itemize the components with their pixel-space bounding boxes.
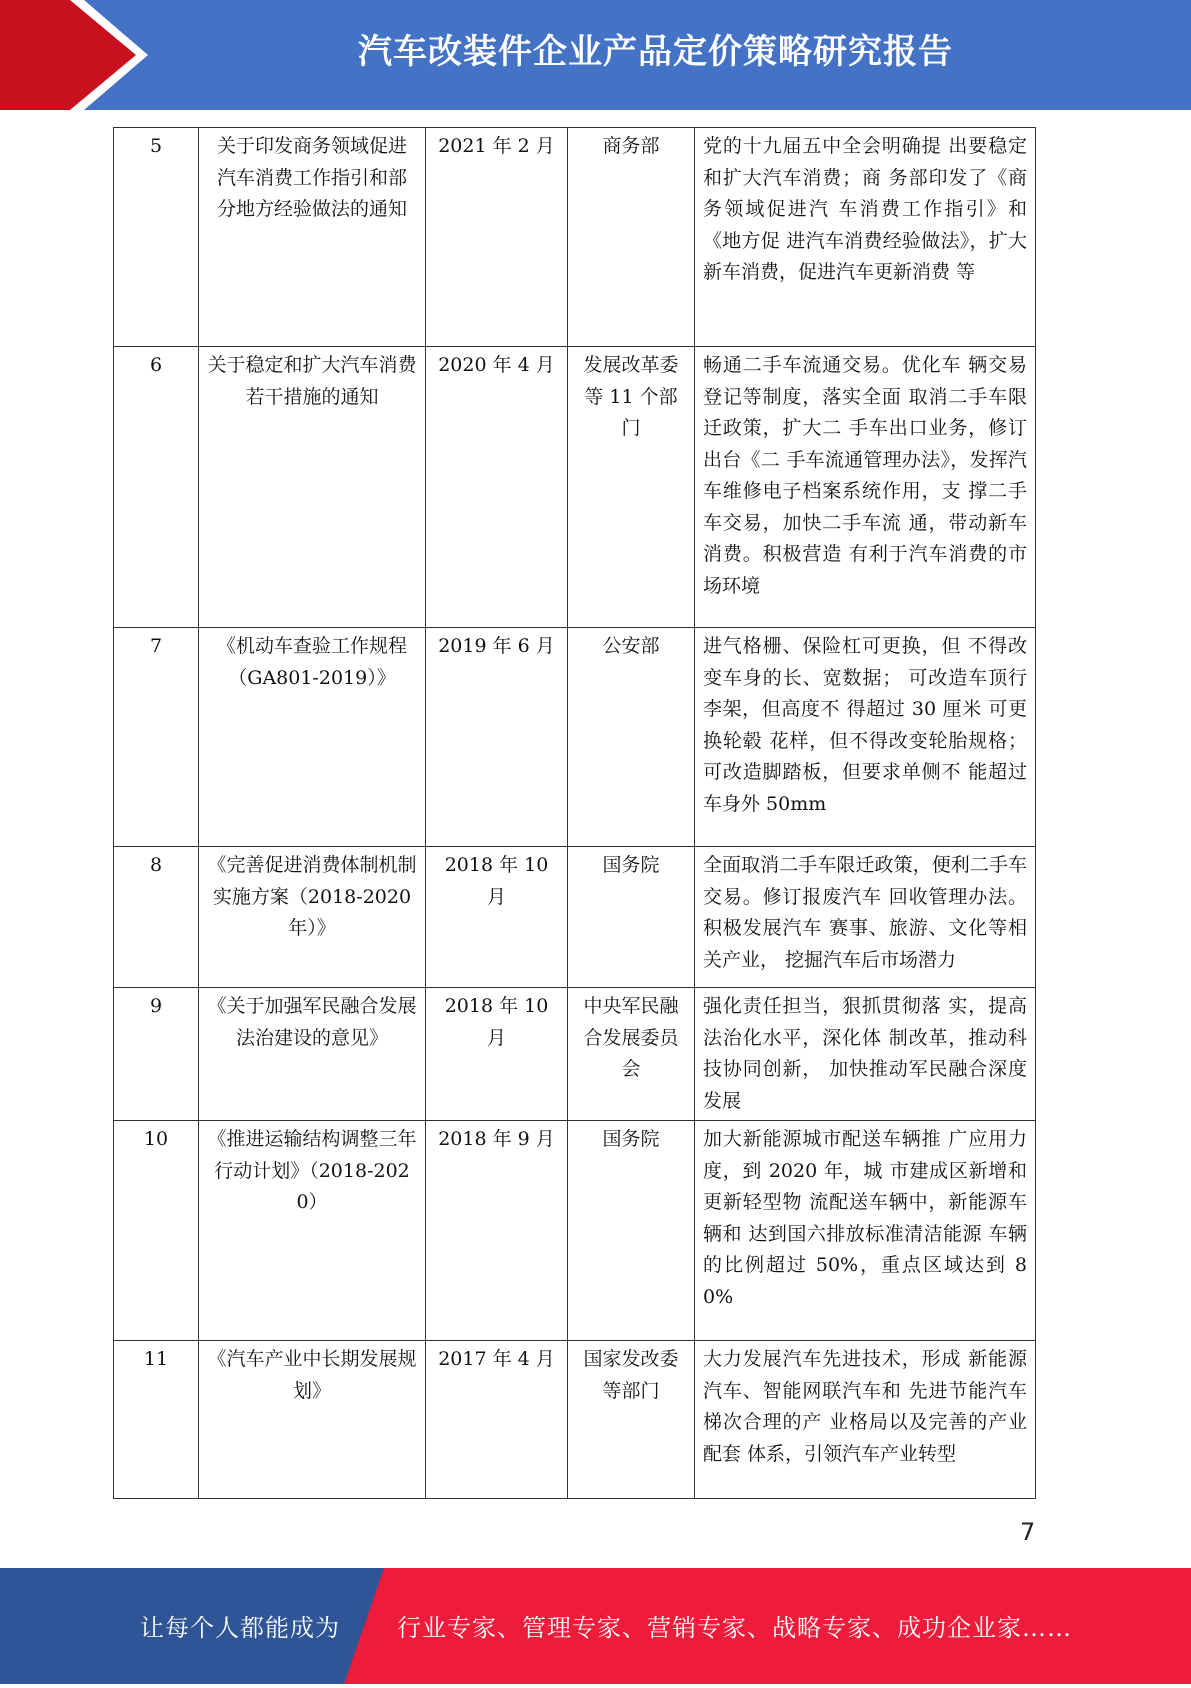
issuing-department: 国务院 <box>568 847 695 988</box>
report-title: 汽车改装件企业产品定价策略研究报告 <box>358 32 953 72</box>
policy-name: 《完善促进消费体制机制实施方案（2018-2020 年）》 <box>199 847 426 988</box>
table-row <box>114 128 1036 347</box>
issuing-department: 公安部 <box>568 628 695 847</box>
footer-slogan-left: 让每个人都能成为 <box>140 1614 340 1642</box>
row-number: 5 <box>114 128 199 347</box>
table-row <box>114 988 1036 1121</box>
policy-content: 强化责任担当，狠抓贯彻落 实，提高法治化水平，深化体 制改革，推动科技协同创新， 加快推动军民融合深度发展 <box>695 988 1036 1121</box>
row-number: 6 <box>114 347 199 628</box>
policy-content: 畅通二手车流通交易。优化车 辆交易登记等制度，落实全面 取消二手车限迁政策，扩大二 手车出口业务，修订出台《二 手车流通管理办法》，发挥汽 车维修电子档案系统作用，支 撑二手车交易，加快二手车流 通，带动新车消费。积极营造 有利于汽车消费的市场环境 <box>695 347 1036 628</box>
issuing-department: 中央军民融合发展委员会 <box>568 988 695 1121</box>
table-row <box>114 1341 1036 1499</box>
policy-name: 《汽车产业中长期发展规划》 <box>199 1341 426 1499</box>
policy-content: 大力发展汽车先进技术，形成 新能源汽车、智能网联汽车和 先进节能汽车梯次合理的产 业格局以及完善的产业配套 体系，引领汽车产业转型 <box>695 1341 1036 1499</box>
policy-name: 《机动车查验工作规程（GA801-2019）》 <box>199 628 426 847</box>
table-row <box>114 628 1036 847</box>
issue-date: 2021 年 2 月 <box>426 128 568 347</box>
issue-date: 2017 年 4 月 <box>426 1341 568 1499</box>
table-row <box>114 347 1036 628</box>
policy-table <box>113 127 1036 1499</box>
issue-date: 2019 年 6 月 <box>426 628 568 847</box>
policy-name: 关于印发商务领域促进 汽车消费工作指引和部 分地方经验做法的通知 <box>199 128 426 347</box>
issuing-department: 国家发改委等部门 <box>568 1341 695 1499</box>
policy-name: 《关于加强军民融合发展法治建设的意见》 <box>199 988 426 1121</box>
issue-date: 2020 年 4 月 <box>426 347 568 628</box>
issuing-department: 国务院 <box>568 1121 695 1341</box>
issue-date: 2018 年 9 月 <box>426 1121 568 1341</box>
policy-content: 加大新能源城市配送车辆推 广应用力度，到 2020 年，城 市建成区新增和更新轻型物 流配送车辆中，新能源车辆和 达到国六排放标准清洁能源 车辆的比例超过 50%，重点区域达到 80% <box>695 1121 1036 1341</box>
policy-content: 党的十九届五中全会明确提 出要稳定和扩大汽车消费；商 务部印发了《商务领域促进汽 车消费工作指引》和《地方促 进汽车消费经验做法》，扩大 新车消费，促进汽车更新消费 等 <box>695 128 1036 347</box>
row-number: 8 <box>114 847 199 988</box>
row-number: 10 <box>114 1121 199 1341</box>
policy-content: 进气格栅、保险杠可更换，但 不得改变车身的长、宽数据； 可改造车顶行李架，但高度不 得超过 30 厘米 可更换轮毂 花样，但不得改变轮胎规格； 可改造脚踏板，但要求单侧不 能超过车身外 50mm <box>695 628 1036 847</box>
row-number: 9 <box>114 988 199 1121</box>
issue-date: 2018 年 10 月 <box>426 847 568 988</box>
policy-name: 《推进运输结构调整三年行动计划》（2018-2020） <box>199 1121 426 1341</box>
footer-slogan-right: 行业专家、管理专家、营销专家、战略专家、成功企业家…… <box>397 1614 1072 1642</box>
table-row <box>114 1121 1036 1341</box>
row-number: 7 <box>114 628 199 847</box>
issuing-department: 商务部 <box>568 128 695 347</box>
page-header <box>0 0 1191 110</box>
table-row <box>114 847 1036 988</box>
policy-name: 关于稳定和扩大汽车消费若干措施的通知 <box>199 347 426 628</box>
page-footer <box>0 1568 1191 1684</box>
policy-content: 全面取消二手车限迁政策，便利二手车交易。修订报废汽车 回收管理办法。积极发展汽车 赛事、旅游、文化等相关产业， 挖掘汽车后市场潜力 <box>695 847 1036 988</box>
issuing-department: 发展改革委等 11 个部门 <box>568 347 695 628</box>
issue-date: 2018 年 10 月 <box>426 988 568 1121</box>
page-number: 7 <box>1020 1518 1036 1546</box>
row-number: 11 <box>114 1341 199 1499</box>
